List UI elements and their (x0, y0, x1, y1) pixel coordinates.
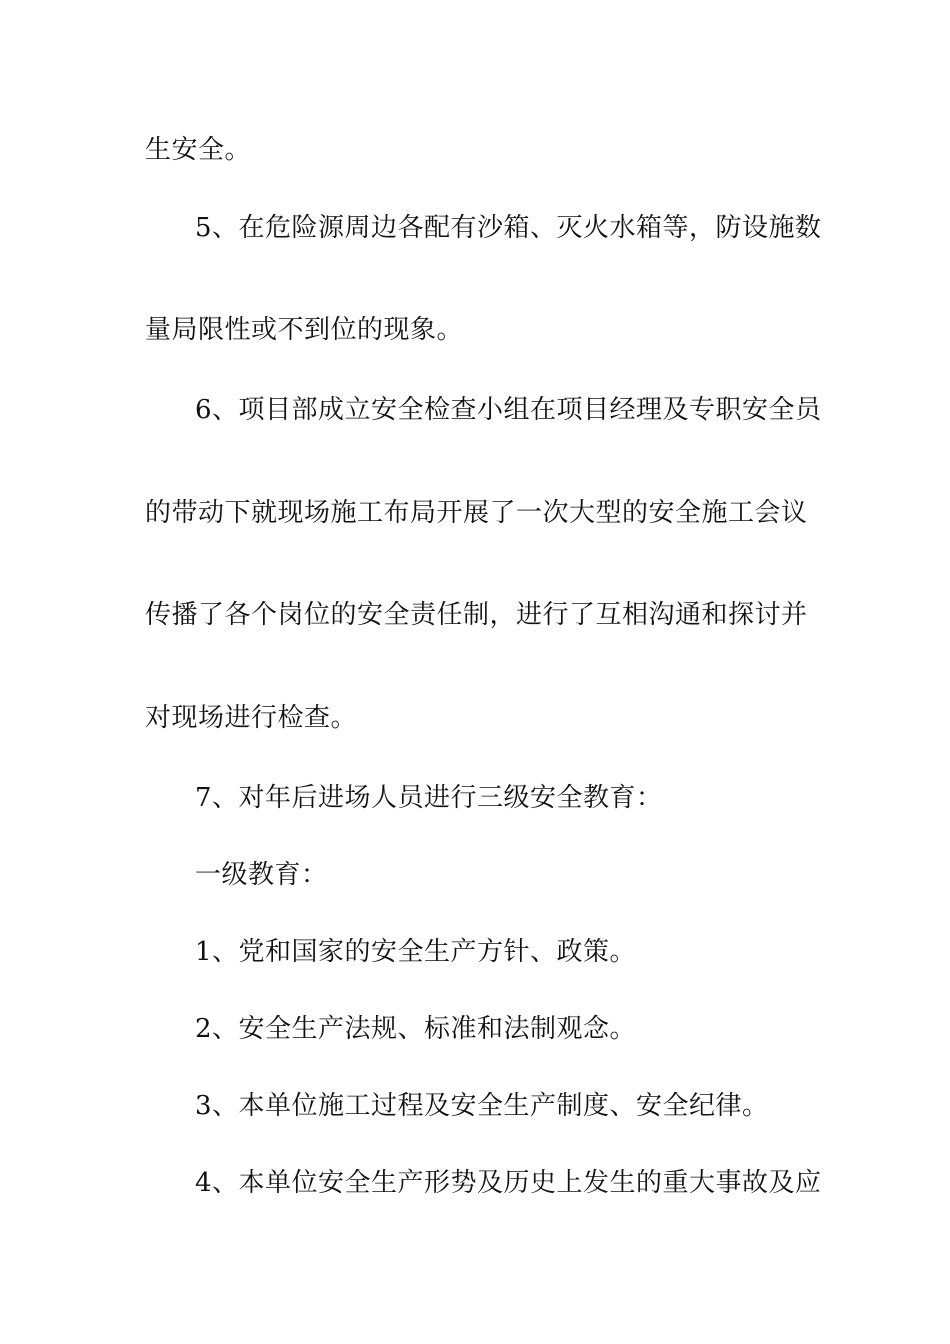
paragraph-line: 传播了各个岗位的安全责任制，进行了互相沟通和探讨并 (145, 600, 808, 630)
section-heading: 一级教育： (195, 860, 328, 890)
paragraph-line: 对现场进行检查。 (145, 703, 358, 733)
list-item: 2、安全生产法规、标准和法制观念。 (195, 1014, 637, 1044)
paragraph-line: 7、对年后进场人员进行三级安全教育： (195, 783, 663, 813)
paragraph-line: 量局限性或不到位的现象。 (145, 315, 464, 345)
paragraph-line: 5、在危险源周边各配有沙箱、灭火水箱等，防设施数 (195, 213, 822, 243)
list-item: 4、本单位安全生产形势及历史上发生的重大事故及应 (195, 1168, 822, 1198)
list-item: 3、本单位施工过程及安全生产制度、安全纪律。 (195, 1091, 769, 1121)
paragraph-line: 6、项目部成立安全检查小组在项目经理及专职安全员 (195, 395, 822, 425)
paragraph-line: 生安全。 (145, 135, 252, 165)
paragraph-line: 的带动下就现场施工布局开展了一次大型的安全施工会议 (145, 498, 808, 528)
list-item: 1、党和国家的安全生产方针、政策。 (195, 937, 637, 967)
